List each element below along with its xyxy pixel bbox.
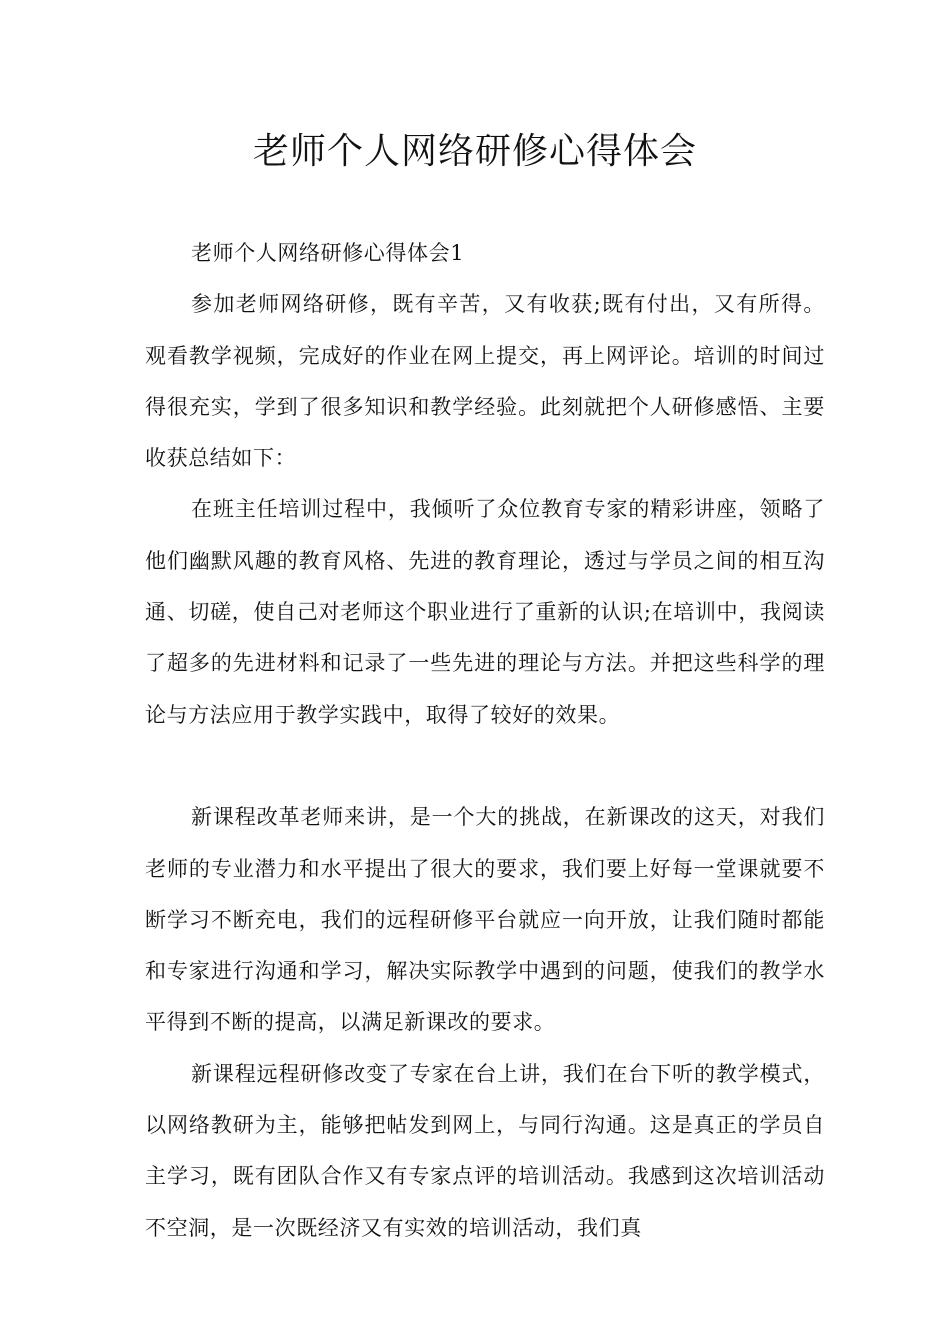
section-subtitle: 老师个人网络研修心得体会1 (191, 241, 465, 265)
paragraph-2: 在班主任培训过程中，我倾听了众位教育专家的精彩讲座，领略了他们幽默风趣的教育风格、先进的教育理论，透过与学员之间的相互沟通、切磋，使自己对老师这个职业进行了重新的认识;在培训中，我阅读了超多的先进材料和记录了一些先进的理论与方法。并把这些科学的理论与方法应用于教学实践中，取得了较好的效果。 (145, 497, 825, 727)
paragraph-spacer (145, 741, 825, 792)
document-title: 老师个人网络研修心得体会 (252, 131, 697, 172)
paragraph-3: 新课程改革老师来讲，是一个大的挑战，在新课改的这天，对我们老师的专业潜力和水平提出了很大的要求，我们要上好每一堂课就要不断学习不断充电，我们的远程研修平台就应一向开放，让我们随时都能和专家进行沟通和学习，解决实际教学中遇到的问题，使我们的教学水平得到不断的提高，以满足新课改的要求。 (145, 805, 825, 1035)
paragraph-4: 新课程远程研修改变了专家在台上讲，我们在台下听的教学模式，以网络教研为主，能够把帖发到网上，与同行沟通。这是真正的学员自主学习，既有团队合作又有专家点评的培训活动。我感到这次培训活动不空洞，是一次既经济又有实效的培训活动，我们真 (145, 1061, 825, 1240)
document-body (145, 228, 825, 1254)
paragraph-1: 参加老师网络研修，既有辛苦，又有收获;既有付出，又有所得。观看教学视频，完成好的作业在网上提交，再上网评论。培训的时间过得很充实，学到了很多知识和教学经验。此刻就把个人研修感悟、主要收获总结如下： (145, 292, 825, 471)
